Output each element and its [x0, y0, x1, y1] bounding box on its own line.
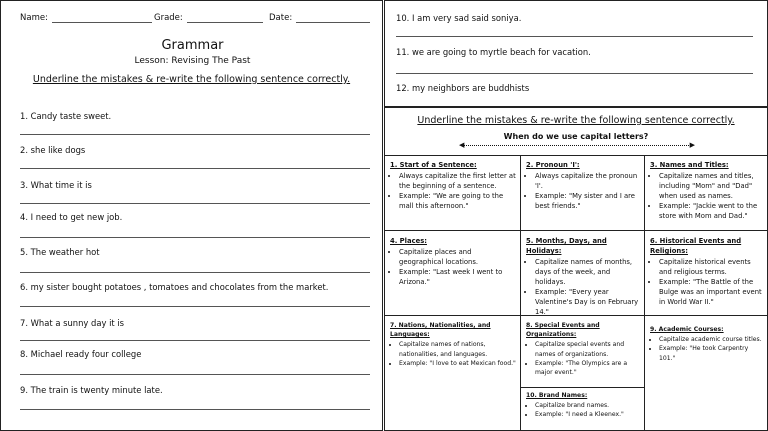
answer-line-3[interactable]	[20, 203, 370, 204]
rule-nations-nationalities-languages	[385, 316, 521, 431]
grade-field[interactable]	[154, 13, 263, 23]
rule-example: • Example: "I need a Kleenex."	[535, 410, 640, 419]
answer-line-7[interactable]	[20, 340, 370, 341]
answer-line-8[interactable]	[20, 374, 370, 375]
rule-academic-courses	[645, 316, 768, 431]
rule-bullet: • Capitalize special events and names of organizations.	[535, 340, 640, 358]
rule-heading: 8. Special Events and Organizations:	[526, 322, 600, 339]
rule-bullet: • Capitalize names and titles, including "Mom" and "Dad" when used as names.	[659, 171, 765, 201]
date-label: Date:	[269, 13, 293, 23]
date-field[interactable]	[269, 13, 370, 23]
name-field[interactable]	[20, 13, 152, 23]
capitalization-rules-grid	[385, 155, 768, 431]
rule-example: • Example: "Last week I went to Arizona."	[399, 267, 516, 287]
name-blank[interactable]	[52, 13, 152, 23]
rule-bullet: • Capitalize names of months, days of the week, and holidays.	[535, 257, 640, 287]
rule-heading: 4. Places:	[390, 237, 427, 245]
rule-bullet: • Always capitalize the first letter at the beginning of a sentence.	[399, 171, 516, 191]
rule-start-of-sentence	[385, 155, 521, 231]
rule-months-days-holidays	[521, 231, 645, 316]
answer-line-10[interactable]	[396, 36, 753, 37]
rule-example: • Example: "My sister and I are best friends."	[535, 191, 640, 211]
grade-label: Grade:	[154, 13, 183, 23]
rule-example: • Example: "The Olympics are a major event."	[535, 359, 640, 377]
section-divider	[385, 106, 767, 108]
rule-bullet: • Capitalize names of nations, nationalities, and languages.	[399, 340, 516, 358]
question-10: 10. I am very sad said soniya.	[396, 13, 522, 23]
rule-heading: 7. Nations, Nationalities, and Languages:	[390, 322, 491, 339]
answer-line-6[interactable]	[20, 306, 370, 307]
rule-brand-names	[521, 388, 645, 431]
rule-names-and-titles	[645, 155, 768, 231]
question-3: 3. What time it is	[20, 180, 92, 190]
rule-bullet: • Always capitalize the pronoun 'I'.	[535, 171, 640, 191]
rule-example: • Example: "We are going to the mall this afternoon."	[399, 191, 516, 211]
rule-heading: 1. Start of a Sentence:	[390, 161, 477, 169]
rule-bullet: • Capitalize brand names.	[535, 401, 640, 410]
capitalization-reference-page	[384, 0, 768, 431]
double-arrow-icon: ◀ ▶	[459, 141, 695, 149]
name-label: Name:	[20, 13, 48, 23]
question-5: 5. The weather hot	[20, 247, 100, 257]
question-7: 7. What a sunny day it is	[20, 318, 125, 328]
lesson-subtitle: Lesson: Revising The Past	[134, 56, 251, 66]
rule-historical-events-religions	[645, 231, 768, 316]
reference-instruction: Underline the mistakes & re-write the following sentence correctly.	[417, 115, 735, 126]
rule-pronoun-i	[521, 155, 645, 231]
rule-bullet: • Capitalize historical events and religious terms.	[659, 257, 765, 277]
question-11: 11. we are going to myrtle beach for vacation.	[396, 47, 591, 57]
capital-letters-question: When do we use capital letters?	[503, 132, 649, 141]
answer-line-11[interactable]	[396, 73, 753, 74]
question-2: 2. she like dogs	[20, 145, 86, 155]
question-12: 12. my neighbors are buddhists	[396, 83, 530, 93]
rule-bullet: • Capitalize places and geographical locations.	[399, 247, 516, 267]
rule-heading: 3. Names and Titles:	[650, 161, 729, 169]
answer-line-9[interactable]	[20, 409, 370, 410]
rule-places	[385, 231, 521, 316]
answer-line-4[interactable]	[20, 237, 370, 238]
rule-heading: 9. Academic Courses:	[650, 326, 724, 333]
answer-line-5[interactable]	[20, 272, 370, 273]
worksheet-page	[0, 0, 383, 431]
question-1: 1. Candy taste sweet.	[20, 111, 112, 121]
rule-example: • Example: "He took Carpentry 101."	[659, 344, 765, 362]
rule-heading: 2. Pronoun 'I':	[526, 161, 580, 169]
rule-example: • Example: "I love to eat Mexican food."	[399, 359, 516, 368]
rule-heading: 6. Historical Events and Religions:	[650, 237, 742, 255]
worksheet-instruction: Underline the mistakes & re-write the following sentence correctly.	[32, 74, 351, 85]
rule-example: • Example: "Jackie went to the store with Mom and Dad."	[659, 201, 765, 221]
date-blank[interactable]	[296, 13, 370, 23]
rule-heading: 5. Months, Days, and Holidays:	[526, 237, 607, 255]
answer-line-1[interactable]	[20, 134, 370, 135]
worksheet-title: Grammar	[161, 38, 224, 53]
rule-example: • Example: "Every year Valentine's Day is on February 14."	[535, 287, 640, 316]
answer-line-2[interactable]	[20, 168, 370, 169]
question-4: 4. I need to get new job.	[20, 212, 123, 222]
rule-special-events-organizations	[521, 316, 645, 388]
rule-bullet: • Capitalize academic course titles.	[659, 335, 765, 344]
rule-example: • Example: "The Battle of the Bulge was an important event in World War II."	[659, 277, 765, 307]
question-9: 9. The train is twenty minute late.	[20, 385, 163, 395]
rule-heading: 10. Brand Names:	[526, 392, 588, 399]
question-6: 6. my sister bought potatoes , tomatoes and chocolates from the market.	[20, 282, 329, 292]
question-8: 8. Michael ready four college	[20, 349, 142, 359]
grade-blank[interactable]	[187, 13, 263, 23]
